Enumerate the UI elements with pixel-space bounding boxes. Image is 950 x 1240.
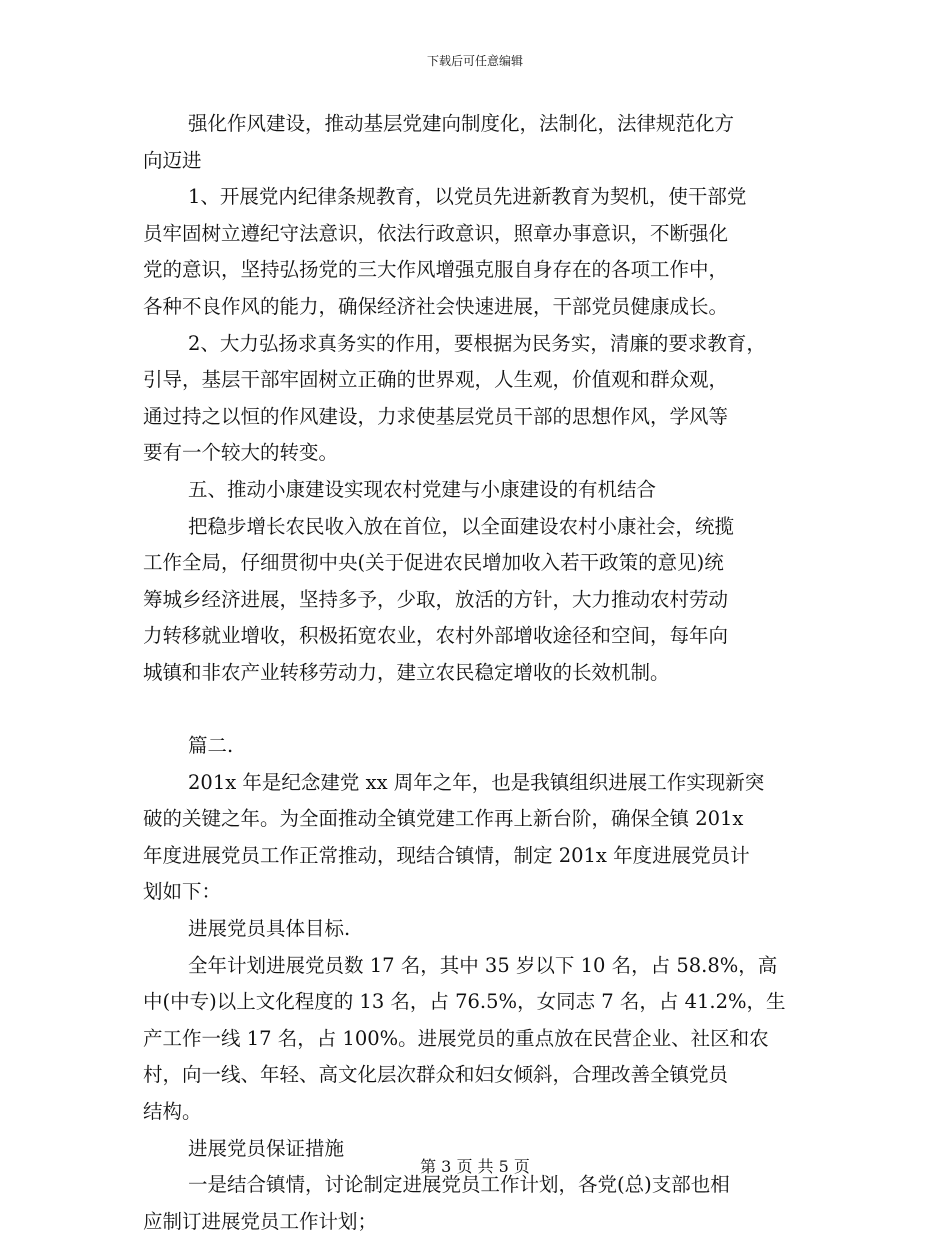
paragraph-line: 中(中专)以上文化程度的 13 名，占 76.5%，女同志 7 名，占 41.2%，生 <box>143 990 786 1014</box>
paragraph-line: 工作全局，仔细贯彻中央(关于促进农民增加收入若干政策的意见)统 <box>143 551 724 575</box>
section-heading: 五、推动小康建设实现农村党建与小康建设的有机结合 <box>188 477 657 501</box>
document-body <box>143 106 843 1240</box>
paragraph-line: 划如下： <box>143 880 222 904</box>
page-footer: 第 3 页 共 5 页 <box>420 1157 530 1176</box>
paragraph-line: 城镇和非农产业转移劳动力，建立农民稳定增收的长效机制。 <box>143 660 670 684</box>
section-heading: 篇二. <box>188 734 234 758</box>
paragraph-line: 2、大力弘扬求真务实的作用，要根据为民务实，清廉的要求教育， <box>188 331 766 355</box>
paragraph-line: 结构。 <box>143 1100 202 1124</box>
paragraph-line: 一是结合镇情，讨论制定进展党员工作计划，各党(总)支部也相 <box>188 1173 730 1197</box>
blank-line <box>143 692 843 729</box>
paragraph-line: 201x 年是纪念建党 xx 周年之年，也是我镇组织进展工作实现新突 <box>188 770 765 794</box>
paragraph-line: 强化作风建设，推动基层党建向制度化，法制化，法律规范化方 <box>188 112 735 135</box>
paragraph-line: 各种不良作风的能力，确保经济社会快速进展，干部党员健康成长。 <box>143 294 729 318</box>
paragraph-line: 党的意识，坚持弘扬党的三大作风增强克服自身存在的各项工作中， <box>143 258 729 282</box>
paragraph-line: 通过持之以恒的作风建设，力求使基层党员干部的思想作风，学风等 <box>143 404 729 428</box>
paragraph-line: 力转移就业增收，积极拓宽农业，农村外部增收途径和空间，每年向 <box>143 624 729 648</box>
paragraph-line: 引导，基层干部牢固树立正确的世界观，人生观，价值观和群众观， <box>143 368 729 392</box>
paragraph-line: 把稳步增长农民收入放在首位，以全面建设农村小康社会，统揽 <box>188 514 735 538</box>
paragraph-line: 破的关键之年。为全面推动全镇党建工作再上新台阶，确保全镇 201x <box>143 807 744 831</box>
paragraph-line: 应制订进展党员工作计划； <box>143 1209 378 1233</box>
section-heading: 进展党员具体目标. <box>188 917 351 941</box>
paragraph-line: 年度进展党员工作正常推动，现结合镇情，制定 201x 年度进展党员计 <box>143 843 750 867</box>
section-heading: 进展党员保证措施 <box>188 1136 345 1160</box>
paragraph-line: 全年计划进展党员数 17 名，其中 35 岁以下 10 名，占 58.8%，高 <box>188 953 778 977</box>
paragraph-line: 产工作一线 17 名，占 100%。进展党员的重点放在民营企业、社区和农 <box>143 1026 769 1050</box>
paragraph-line: 1、开展党内纪律条规教育，以党员先进新教育为契机，使干部党 <box>188 185 747 209</box>
paragraph-line: 村，向一线、年轻、高文化层次群众和妇女倾斜，合理改善全镇党员 <box>143 1063 729 1087</box>
paragraph-line: 向迈进 <box>143 148 202 172</box>
paragraph-line: 员牢固树立遵纪守法意识，依法行政意识，照章办事意识，不断强化 <box>143 221 729 245</box>
paragraph-line: 筹城乡经济进展，坚持多予，少取，放活的方针，大力推动农村劳动 <box>143 587 729 611</box>
paragraph-line: 要有一个较大的转变。 <box>143 441 339 465</box>
page-header: 下载后可任意编辑 <box>426 54 523 68</box>
